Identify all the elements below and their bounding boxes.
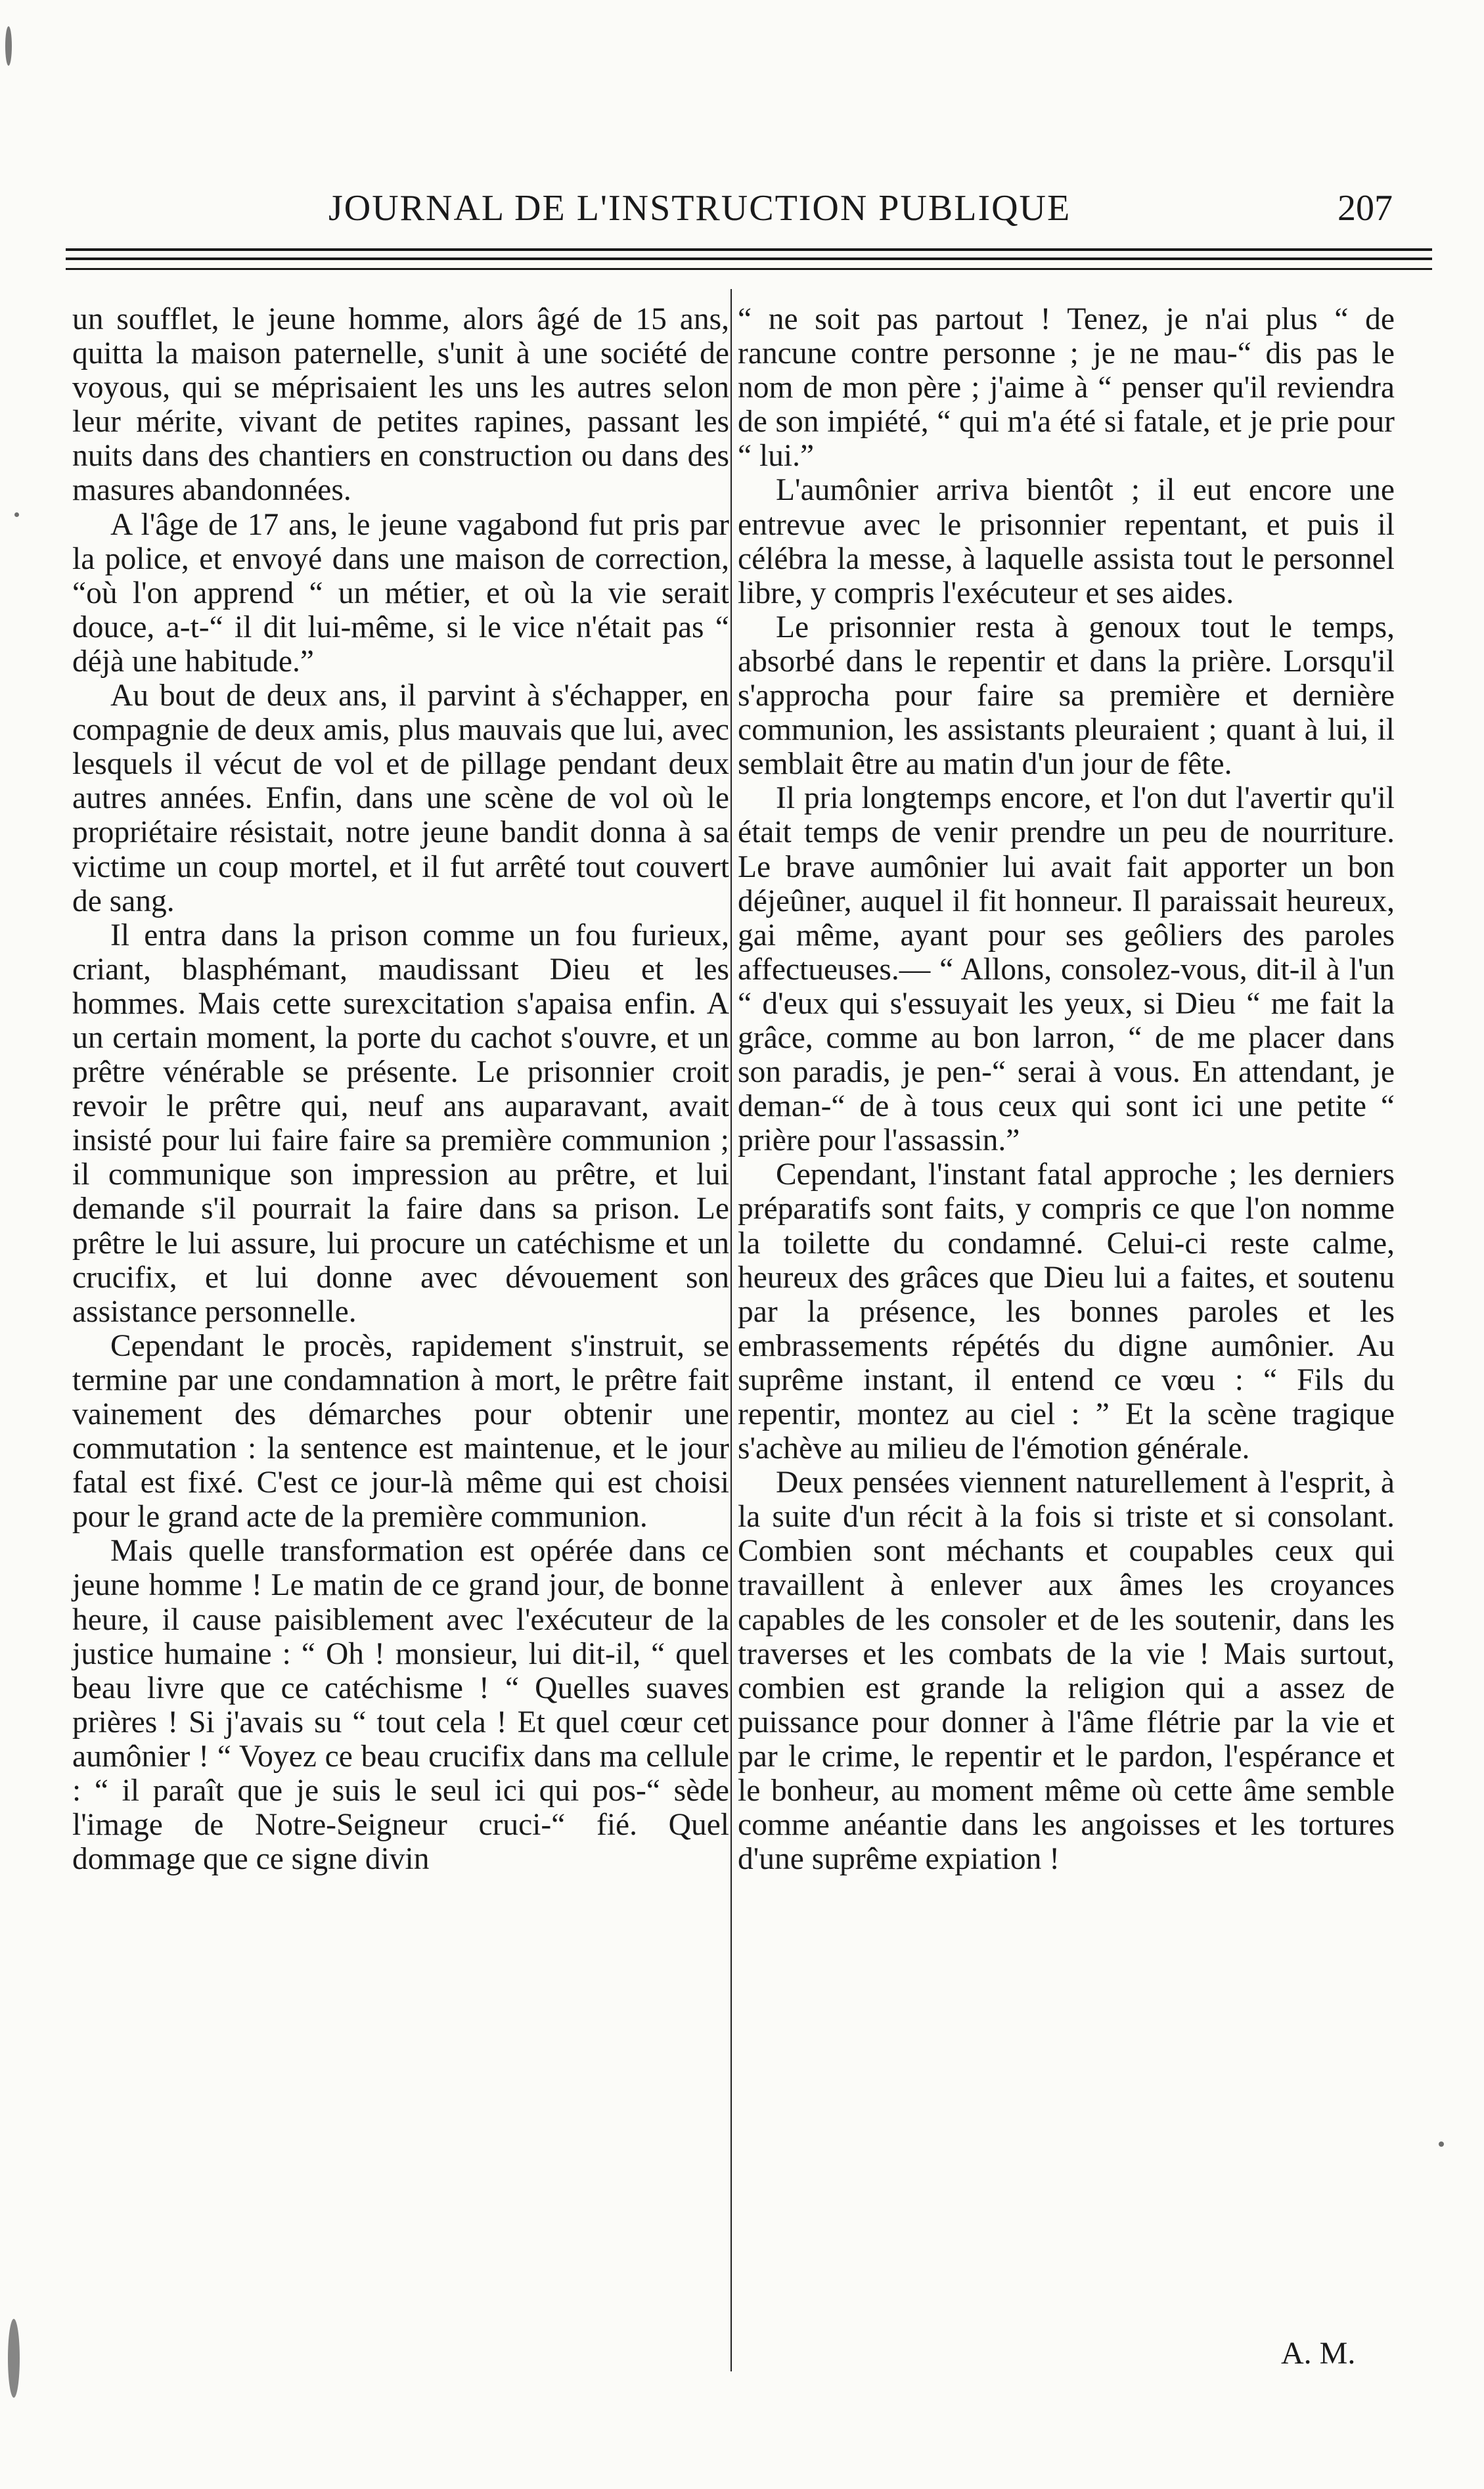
paragraph: Il pria longtemps encore, et l'on dut l'avertir qu'il était temps de venir prendre un peu de nourriture. Le brave aumônier lui avait fait apporter un bon déjeûner, auquel il fit honneur. Il paraissait heureux, gai même, ayant pour ses geôliers des paroles affectueuses.— “ Allons, consolez-vous, dit-il à l'un “ d'eux qui s'essuyait les yeux, si Dieu “ me fait la grâce, comme au bon larron, “ de me placer dans son paradis, je pen-“ serai à vous. En attendant, je deman-“ de à tous ceux qui sont ici une petite “ prière pour l'assassin.” (738, 781, 1395, 1158)
page-number: 207 (1338, 188, 1393, 229)
scan-artifact (8, 2319, 20, 2398)
paragraph: Au bout de deux ans, il parvint à s'échapper, en compagnie de deux amis, plus mauvais que lui, avec lesquels il vécut de vol et de pillage pendant deux autres années. Enfin, dans une scène de vol où le propriétaire résistait, notre jeune bandit donna à sa victime un coup mortel, et il fut arrêté tout couvert de sang. (72, 679, 729, 918)
paragraph: Deux pensées viennent naturellement à l'esprit, à la suite d'un récit à la fois si triste et si consolant. Combien sont méchants et coupables ceux qui travaillent à enlever aux âmes les croyances capables de les consoler et de les soutenir, dans les traverses et les combats de la vie ! Mais surtout, combien est grande la religion qui a assez de puissance pour donner à l'âme flétrie par la vie et par le crime, le repentir et le pardon, l'espérance et le bonheur, au moment même où cette âme semble comme anéantie dans les angoisses et les tortures d'une suprême expiation ! (738, 1466, 1395, 1877)
scan-artifact (5, 26, 12, 66)
header-rule (66, 258, 1432, 260)
paragraph: un soufflet, le jeune homme, alors âgé de 15 ans, quitta la maison paternelle, s'unit à une société de voyous, qui se méprisaient les uns les autres selon leur mérite, vivant de petites rapines, passant les nuits dans des chantiers en construction ou dans des masures abandonnées. (72, 302, 729, 508)
right-column (738, 302, 1395, 1876)
scan-artifact (14, 512, 19, 517)
paragraph: Mais quelle transformation est opérée dans ce jeune homme ! Le matin de ce grand jour, de bonne heure, il cause paisiblement avec l'exécuteur de la justice humaine : “ Oh ! monsieur, lui dit-il, “ quel beau livre que ce catéchisme ! “ Quelles suaves prières ! Si j'avais su “ tout cela ! Et quel cœur cet aumônier ! “ Voyez ce beau crucifix dans ma cellule : “ il paraît que je suis le seul ici qui pos-“ sède l'image de Notre-Seigneur cruci-“ fié. Quel dommage que ce signe divin (72, 1534, 729, 1877)
paragraph: Cependant, l'instant fatal approche ; les derniers préparatifs sont faits, y compris ce que l'on nomme la toilette du condamné. Celui-ci reste calme, heureux des grâces que Dieu lui a faites, et soutenu par la présence, les bonnes paroles et les embrassements répétés du digne aumônier. Au suprême instant, il entend ce vœu : “ Fils du repentir, montez au ciel : ” Et la scène tragique s'achève au milieu de l'émotion générale. (738, 1157, 1395, 1466)
page-header (66, 187, 1432, 240)
running-title: JOURNAL DE L'INSTRUCTION PUBLIQUE (328, 188, 1071, 229)
scan-artifact (1439, 2141, 1444, 2147)
header-rule (66, 248, 1432, 251)
paragraph: A l'âge de 17 ans, le jeune vagabond fut pris par la police, et envoyé dans une maison de correction, “où l'on apprend “ un métier, et où la vie serait douce, a-t-“ il dit lui-même, si le vice n'était pas “ déjà une habitude.” (72, 507, 729, 679)
column-divider (731, 289, 732, 2371)
paragraph: “ ne soit pas partout ! Tenez, je n'ai plus “ de rancune contre personne ; je ne mau-“ dis pas le nom de mon père ; j'aime à “ penser qu'il reviendra de son impiété, “ qui m'a été si fatale, et je prie pour “ lui.” (738, 302, 1395, 474)
author-signature: A. M. (1281, 2336, 1356, 2371)
paragraph: Cependant le procès, rapidement s'instruit, se termine par une condamnation à mort, le prêtre fait vainement des démarches pour obtenir une commutation : la sentence est maintenue, et le jour fatal est fixé. C'est ce jour-là même qui est choisi pour le grand acte de la première communion. (72, 1328, 729, 1535)
left-column (72, 302, 729, 1876)
paragraph: L'aumônier arriva bientôt ; il eut encore une entrevue avec le prisonnier repentant, et puis il célébra la messe, à laquelle assista tout le personnel libre, y compris l'exécuteur et ses aides. (738, 473, 1395, 610)
paragraph: Il entra dans la prison comme un fou furieux, criant, blasphémant, maudissant Dieu et les hommes. Mais cette surexcitation s'apaisa enfin. A un certain moment, la porte du cachot s'ouvre, et un prêtre vénérable se présente. Le prisonnier croit revoir le prêtre qui, neuf ans auparavant, avait insisté pour lui faire faire sa première communion ; il communique son impression au prêtre, et lui demande s'il pourrait la faire dans sa prison. Le prêtre le lui assure, lui procure un catéchisme et un crucifix, et lui donne avec dévouement son assistance personnelle. (72, 918, 729, 1329)
header-rule (66, 268, 1432, 270)
paragraph: Le prisonnier resta à genoux tout le temps, absorbé dans le repentir et dans la prière. Lorsqu'il s'approcha pour faire sa première et dernière communion, les assistants pleuraient ; quant à lui, il semblait être au matin d'un jour de fête. (738, 610, 1395, 782)
